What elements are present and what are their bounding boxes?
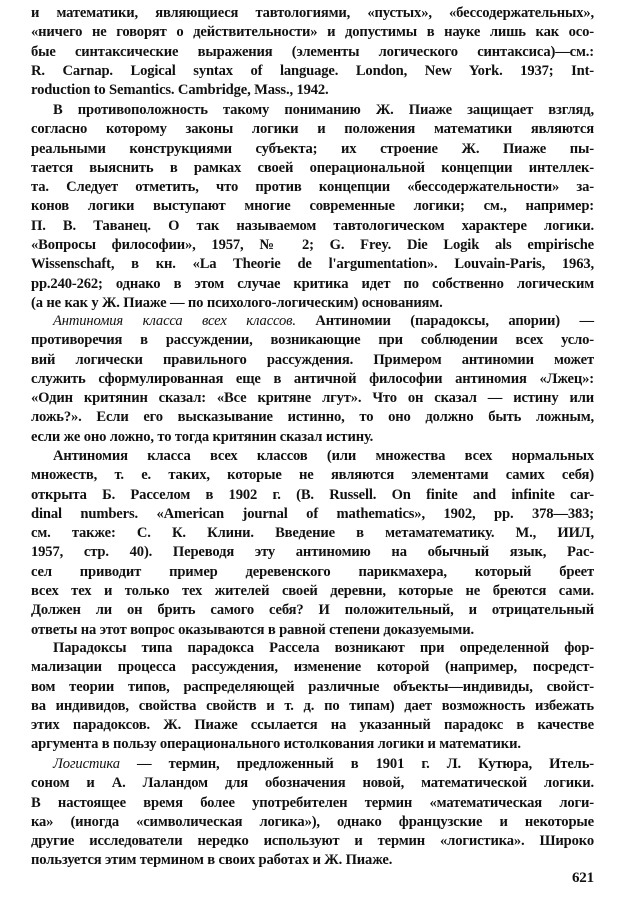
paragraph-paradox-types [31, 639, 594, 755]
text-line: та. Следует отметить, что против концепции «бессодержательности» за- [31, 179, 594, 196]
text-line: другие исследователи нередко используют и термин «логистика». Широко [31, 833, 594, 850]
text-line: Wissenschaft, в кн. «La Theorie de l'argumentation». Louvain-Paris, 1963, [31, 256, 594, 273]
paragraph-piaget-view [31, 101, 594, 313]
text-line: тается выяснить в рамках своей операциональной концепции интеллек- [31, 159, 594, 176]
text-line: вий логически правильного рассуждения. Примером антиномии может [31, 351, 594, 368]
text-line: Антиномия класса всех классов (или множества всех нормальных [53, 448, 594, 464]
text-fragment: — термин, предложенный в 1901 г. Л. Кутюра, Итель- [137, 756, 594, 772]
note-heading-line [31, 755, 594, 774]
text-line: пользуется этим термином в своих работах и Ж. Пиаже. [31, 852, 393, 869]
text-line: аргумента в пользу операционального истолкования логики и математики. [31, 736, 521, 753]
text-line: мализации процесса рассуждения, изменение которой (например, посредст- [31, 659, 594, 676]
text-line: соном и А. Лаландом для обозначения новой, математической логики. [31, 775, 594, 792]
text-line: множеств, т. е. таких, которые не являются элементами самих себя) [31, 467, 594, 484]
text-line: Парадоксы типа парадокса Рассела возникают при определенной фор- [53, 640, 594, 656]
text-line: «Вопросы философии», 1957, № 2; G. Frey. Die Logik als empirische [31, 237, 594, 254]
text-line: dinal numbers. «American journal of mathematics», 1902, pp. 378—383; [31, 505, 594, 522]
text-line: согласно которому законы логики и положения математики являются [31, 121, 594, 138]
note-antinomy [31, 312, 594, 447]
note-heading-line [31, 312, 594, 331]
text-line: ложь?». Если его высказывание истинно, то оно должно быть ложным, [31, 409, 594, 426]
text-line: открыта Б. Расселом в 1902 г. (B. Russell. On finite and infinite car- [31, 486, 594, 503]
note-logistics [31, 755, 594, 871]
text-line: вом теории типов, распределяющей различные объекты—индивиды, свойст- [31, 678, 594, 695]
text-line: В настоящее время более употребителен термин «математическая логи- [31, 794, 594, 811]
text-line: бые синтаксические выражения (элементы логического синтаксиса)—см.: [31, 43, 594, 60]
text-line: всех тех и только тех жителей своей деревни, которые не бреются сами. [31, 583, 594, 600]
paragraph-russell [31, 447, 594, 640]
text-line: R. Carnap. Logical syntax of language. London, New York. 1937; Int- [31, 62, 594, 79]
text-line: служить сформулированная еще в античной философии антиномия «Лжец»: [31, 370, 594, 387]
text-line: roduction to Semantics. Cambridge, Mass., 1942. [31, 82, 329, 99]
text-line: «ничего не говорят о действительности» и допустимы в науке лишь как осо- [31, 24, 594, 41]
text-line: 1957, стр. 40). Переводя эту антиномию на обычный язык, Рас- [31, 544, 594, 561]
text-line: Должен ли он брить самого себя? И положительный, и отрицательный [31, 602, 594, 619]
text-line: сел приводит пример деревенского парикмахера, который бреет [31, 563, 594, 580]
text-line: «Один критянин сказал: «Все критяне лгут». Что он сказал — истину или [31, 390, 594, 407]
page-number: 621 [571, 870, 594, 886]
text-line: этих парадоксов. Ж. Пиаже ссылается на указанный парадокс в качестве [31, 717, 594, 734]
text-line: конов логики выступают многие современные логики; см., например: [31, 198, 594, 215]
text-line: П. В. Таванец. О так называемом тавтологическом характере логики. [31, 217, 594, 234]
term-antinomy: Антиномия класса всех классов. [53, 313, 296, 329]
text-line: если же оно ложно, то тогда критянин сказал истину. [31, 428, 374, 445]
text-line: и математики, являющиеся тавтологиями, «пустых», «бессодержательных», [31, 5, 594, 21]
text-line: см. также: С. К. Клини. Введение в метаматематику. М., ИИЛ, [31, 525, 594, 542]
text-line: pp.240-262; однако в этом случае критика идет по собственно логическим [31, 275, 594, 292]
text-line: реальными конструкциями субъекта; их строение Ж. Пиаже пы- [31, 140, 594, 157]
text-fragment: Антиномии (парадоксы, апории) — [315, 313, 594, 329]
text-line: ва индивидов, свойства свойств и т. д. по типам) дает возможность избежать [31, 697, 594, 714]
term-logistics: Логистика [53, 756, 120, 772]
text-line: ответы на этот вопрос оказываются в равной степени доказуемыми. [31, 621, 474, 638]
text-line: противоречия в рассуждении, возникающие при соблюдении всех усло- [31, 332, 594, 349]
text-line: ка» (иногда «символическая логика»), однако французские и некоторые [31, 813, 594, 830]
text-line: В противоположность такому пониманию Ж. Пиаже защищает взгляд, [53, 102, 594, 118]
note-tautology-continuation [31, 4, 594, 100]
text-line: (а не как у Ж. Пиаже — по психолого-логическим) основаниям. [31, 294, 443, 311]
